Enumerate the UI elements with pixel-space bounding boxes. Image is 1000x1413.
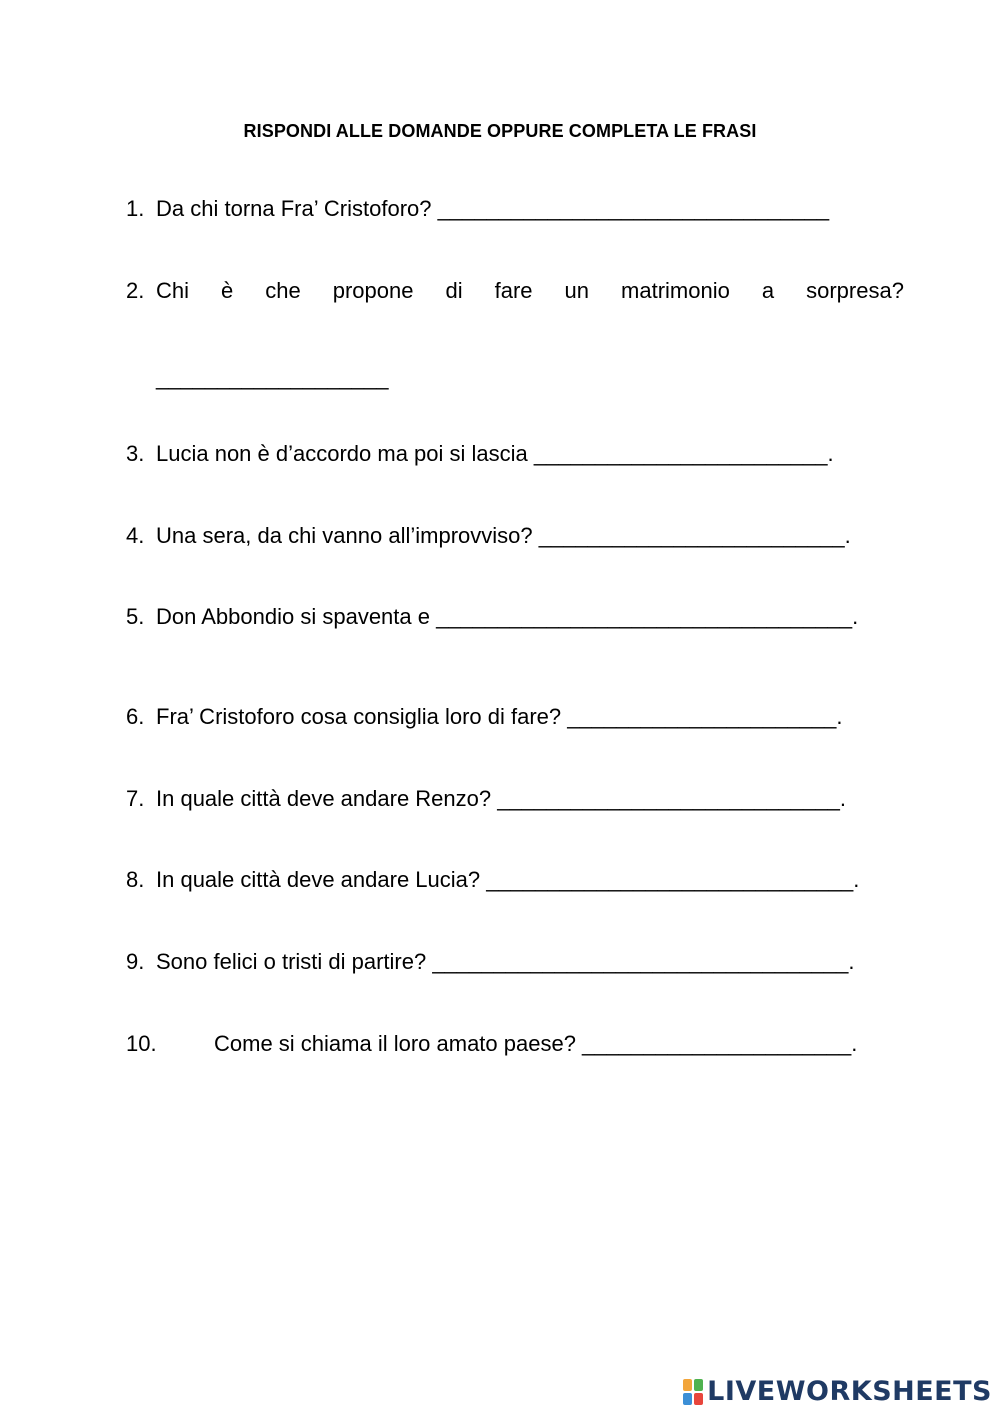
question-number: 5.: [126, 604, 145, 629]
question-text[interactable]: Fra’ Cristoforo cosa consiglia loro di fare? ______________________.: [156, 704, 843, 729]
question-text[interactable]: In quale città deve andare Lucia? ______________________________.: [156, 867, 860, 892]
question-10: [126, 1030, 906, 1058]
question-2-text: [156, 277, 904, 305]
mark-square: [683, 1393, 692, 1405]
mark-square: [694, 1393, 703, 1405]
question-1: [126, 195, 906, 223]
word: matrimonio: [621, 278, 730, 303]
mark-square: [694, 1379, 703, 1391]
word: che: [265, 278, 301, 303]
liveworksheets-logo: [683, 1376, 992, 1407]
mark-square: [683, 1379, 692, 1391]
question-text[interactable]: Don Abbondio si spaventa e __________________________________.: [156, 604, 859, 629]
word: un: [564, 278, 590, 303]
question-6: [126, 703, 906, 731]
question-number: 8.: [126, 867, 145, 892]
question-text[interactable]: Lucia non è d’accordo ma poi si lascia ________________________.: [156, 441, 834, 466]
answer-line-2[interactable]: ___________________: [156, 365, 389, 390]
question-5: [126, 603, 906, 631]
question-number: 6.: [126, 704, 145, 729]
question-8: [126, 866, 906, 894]
word: Chi: [156, 278, 190, 303]
question-number: 2.: [126, 278, 145, 303]
word: a: [761, 278, 775, 303]
question-9: [126, 948, 906, 976]
question-number: 7.: [126, 786, 145, 811]
word: fare: [494, 278, 533, 303]
question-7: [126, 785, 906, 813]
question-number: 3.: [126, 441, 145, 466]
word: è: [221, 278, 234, 303]
question-text[interactable]: Come si chiama il loro amato paese? ______________________.: [214, 1031, 858, 1056]
question-text[interactable]: Una sera, da chi vanno all’improvviso? _________________________.: [156, 523, 851, 548]
liveworksheets-mark-icon: [683, 1379, 703, 1405]
question-number: 1.: [126, 196, 145, 221]
word: sorpresa?: [806, 278, 904, 303]
question-text[interactable]: Sono felici o tristi di partire? __________________________________.: [156, 949, 855, 974]
question-number: 4.: [126, 523, 145, 548]
question-2: [126, 277, 156, 305]
question-text[interactable]: In quale città deve andare Renzo? ____________________________.: [156, 786, 846, 811]
worksheet-title: RISPONDI ALLE DOMANDE OPPURE COMPLETA LE FRASI: [243, 121, 757, 141]
word: propone: [332, 278, 414, 303]
liveworksheets-wordmark: LIVEWORKSHEETS: [707, 1376, 992, 1407]
word: di: [445, 278, 463, 303]
question-number: 10.: [126, 1031, 157, 1056]
question-4: [126, 522, 906, 550]
question-text[interactable]: Da chi torna Fra’ Cristoforo? ________________________________: [156, 196, 830, 221]
question-number: 9.: [126, 949, 145, 974]
question-3: [126, 440, 906, 468]
